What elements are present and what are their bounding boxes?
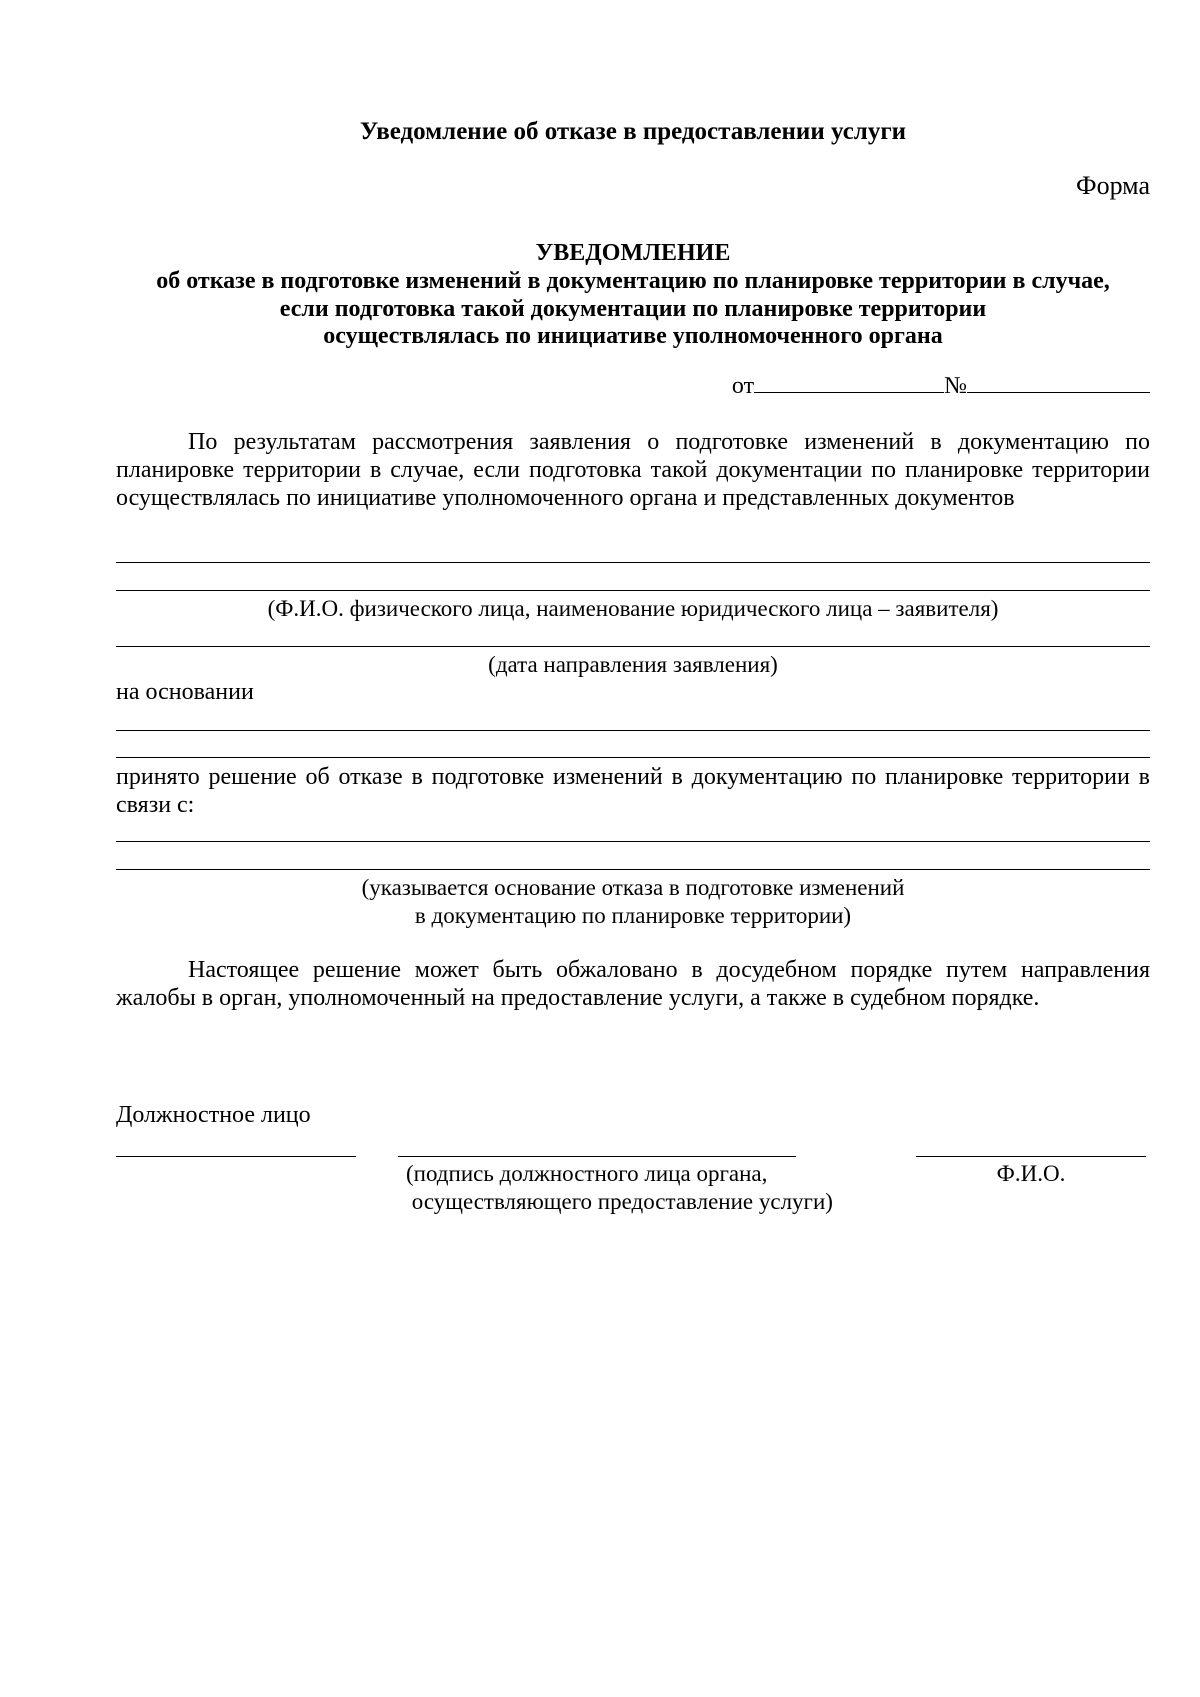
name-blank-line[interactable] — [916, 1156, 1146, 1157]
notice-subheading-line-2: если подготовка такой документации по планировке территории — [279, 296, 987, 322]
basis-blank-line-1[interactable] — [116, 730, 1150, 731]
notice-subheading-line-1: об отказе в подготовке изменений в документацию по планировке территории в случае, — [156, 268, 1110, 294]
date-caption: (дата направления заявления) — [488, 652, 778, 677]
reason-blank-line-1[interactable] — [116, 841, 1150, 842]
official-label: Должностное лицо — [116, 1102, 311, 1128]
notice-subheading-line-3: осуществлялась по инициативе уполномоченного органа — [323, 323, 943, 349]
application-date-blank-line[interactable] — [116, 646, 1150, 647]
reason-blank-line-2[interactable] — [116, 869, 1150, 870]
notice-heading: УВЕДОМЛЕНИЕ — [535, 240, 731, 266]
form-label: Форма — [1076, 171, 1150, 200]
decision-text: принято решение об отказе в подготовке изменений в документацию по планировке территории в связи с: — [116, 764, 1150, 818]
reference-line — [116, 370, 1150, 400]
reason-caption-line-2: в документацию по планировке территории) — [414, 903, 852, 928]
date-blank-field[interactable] — [754, 370, 944, 393]
appeal-paragraph: Настоящее решение может быть обжаловано в досудебном порядке путем направления жалобы в орган, уполномоченный на предоставление услуги, а также в судебном порядке. — [116, 957, 1150, 1011]
applicant-blank-line[interactable] — [116, 590, 1150, 591]
signature-blank-line[interactable] — [398, 1156, 796, 1157]
applicant-caption: (Ф.И.О. физического лица, наименование юридического лица – заявителя) — [267, 596, 999, 621]
name-caption: Ф.И.О. — [996, 1161, 1066, 1186]
paragraph-review-results: По результатам рассмотрения заявления о подготовке изменений в документацию по планировке территории в случае, если подготовка такой документации по планировке территории осуществлялась по инициативе уполномоченного органа и представленных документов — [116, 429, 1150, 511]
number-blank-field[interactable] — [967, 370, 1150, 393]
basis-blank-line-2[interactable] — [116, 757, 1150, 758]
number-label: № — [944, 373, 967, 399]
blank-line-1[interactable] — [116, 562, 1150, 563]
from-label: от — [731, 373, 755, 399]
official-position-blank-line[interactable] — [116, 1156, 356, 1157]
signature-caption-line-1: (подпись должностного лица органа, — [406, 1161, 768, 1186]
basis-label: на основании — [116, 679, 254, 705]
signature-caption-line-2: осуществляющего предоставление услуги) — [406, 1189, 833, 1214]
document-title: Уведомление об отказе в предоставлении услуги — [359, 118, 907, 145]
reason-caption-line-1: (указывается основание отказа в подготовке изменений — [361, 875, 905, 900]
